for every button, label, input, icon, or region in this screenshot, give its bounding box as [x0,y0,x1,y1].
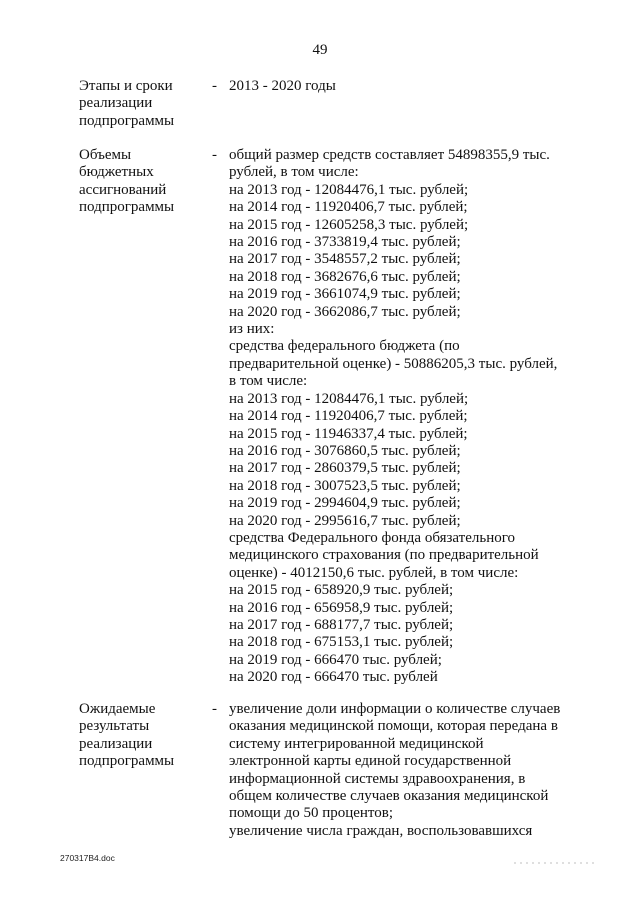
section-content [229,147,564,687]
content-line: медицинского страхования (по предварительной [229,547,539,564]
content-line: на 2016 год - 3076860,5 тыс. рублей; [229,442,461,459]
content-line: информационной системы здравоохранения, в [229,770,526,787]
label-line: подпрограммы [79,112,175,129]
section-dash: - [212,78,217,94]
label-line: бюджетных [79,164,154,181]
content-line: в том числе: [229,373,308,390]
content-line: общем количестве случаев оказания медицинской [229,788,549,805]
label-line: Ожидаемые [79,701,156,717]
content-line: на 2016 год - 3733819,4 тыс. рублей; [229,234,461,251]
content-line: средства Федерального фонда обязательного [229,529,516,546]
content-line: на 2018 год - 3007523,5 тыс. рублей; [229,477,461,494]
scan-artifact-dots [512,860,594,866]
content-line: на 2013 год - 12084476,1 тыс. рублей; [229,390,469,407]
content-line: на 2017 год - 688177,7 тыс. рублей; [229,616,454,633]
section-label [79,701,204,771]
content-line: на 2015 год - 658920,9 тыс. рублей; [229,582,454,599]
content-line: на 2013 год - 12084476,1 тыс. рублей; [229,181,469,198]
content-line: рублей, в том числе: [229,164,359,181]
footer-filename: 270317В4.doc [60,853,115,863]
label-line: Этапы и сроки [79,78,173,94]
content-line: на 2014 год - 11920406,7 тыс. рублей; [229,199,468,216]
content-line: на 2020 год - 2995616,7 тыс. рублей; [229,512,461,529]
content-line: увеличение доли информации о количестве случаев [229,701,561,717]
content-line: на 2014 год - 11920406,7 тыс. рублей; [229,408,468,425]
content-line: на 2017 год - 2860379,5 тыс. рублей; [229,460,461,477]
content-line: на 2015 год - 11946337,4 тыс. рублей; [229,425,468,442]
content-line: помощи до 50 процентов; [229,805,394,822]
content-line: электронной карты единой государственной [229,753,512,770]
content-line: на 2019 год - 666470 тыс. рублей; [229,651,442,668]
section-dash: - [212,701,217,717]
content-line: оказания медицинской помощи, которая передана в [229,718,558,735]
content-line: на 2020 год - 3662086,7 тыс. рублей; [229,303,461,320]
content-line: на 2017 год - 3548557,2 тыс. рублей; [229,251,461,268]
content-line: предварительной оценке) - 50886205,3 тыс. рублей, [229,355,558,372]
content-line: из них: [229,321,275,338]
label-line: реализации [79,95,153,112]
content-line: систему интегрированной медицинской [229,735,484,752]
content-line: на 2016 год - 656958,9 тыс. рублей; [229,599,454,616]
label-line: Объемы [79,147,132,163]
label-line: подпрограммы [79,199,175,216]
content-line: на 2018 год - 675153,1 тыс. рублей; [229,634,454,651]
label-line: реализации [79,735,153,752]
label-line: результаты [79,718,150,735]
content-line: на 2020 год - 666470 тыс. рублей [229,669,438,686]
content-line: на 2018 год - 3682676,6 тыс. рублей; [229,268,461,285]
label-line: подпрограммы [79,753,175,770]
content-line: 2013 - 2020 годы [229,78,336,94]
section-content [229,701,564,840]
section-dash: - [212,147,217,163]
content-line: оценке) - 4012150,6 тыс. рублей, в том числе: [229,564,519,581]
content-line: на 2015 год - 12605258,3 тыс. рублей; [229,216,469,233]
content-line: средства федерального бюджета (по [229,338,460,355]
content-line: на 2019 год - 3661074,9 тыс. рублей; [229,286,461,303]
section-content [229,78,564,95]
section-label [79,147,204,217]
page-number: 49 [312,42,328,58]
section-label [79,78,204,130]
content-line: общий размер средств составляет 54898355,9 тыс. [229,147,550,163]
content-line: на 2019 год - 2994604,9 тыс. рублей; [229,495,461,512]
content-line: увеличение числа граждан, воспользовавшихся [229,822,533,839]
label-line: ассигнований [79,181,167,198]
